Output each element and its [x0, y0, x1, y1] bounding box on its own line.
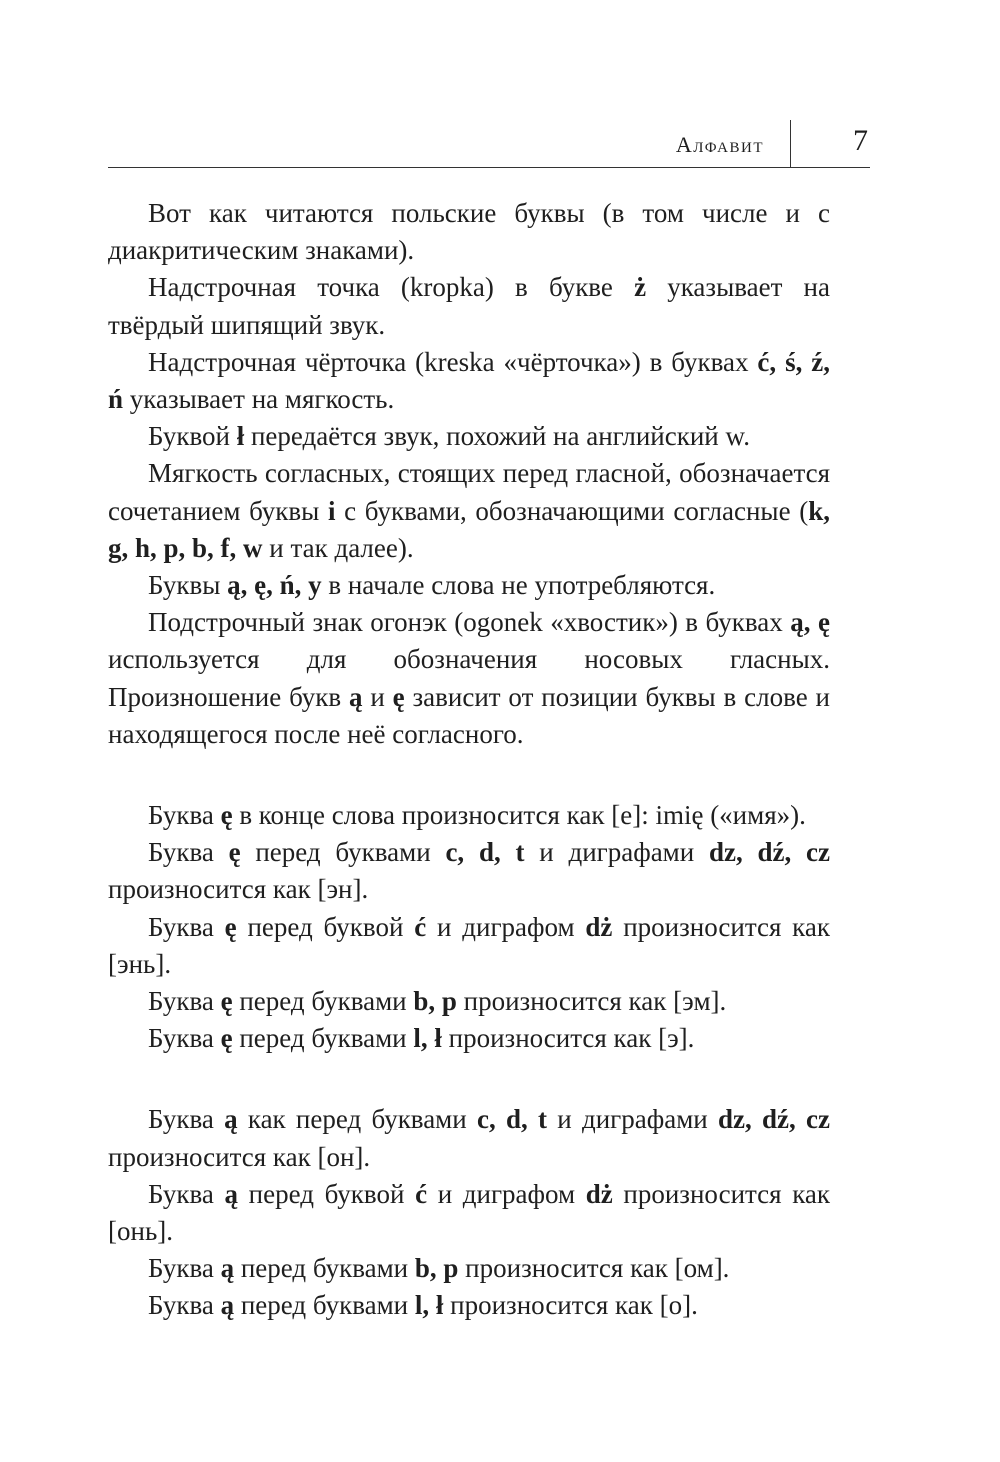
paragraph — [108, 455, 830, 567]
text-run: и — [362, 681, 393, 712]
text-run: используется для обозначения носовых гласных. Произношение букв — [108, 644, 830, 712]
paragraph — [108, 195, 830, 269]
text-run: Буквой — [148, 421, 237, 452]
paragraph — [108, 1020, 830, 1057]
text-run: Буква — [148, 1104, 225, 1135]
text-run: Буква — [148, 986, 221, 1017]
bold-letter-run: ą — [224, 1104, 238, 1135]
bold-letter-run: ą, ę, ń, y — [227, 570, 322, 601]
paragraph — [108, 604, 830, 753]
bold-letter-run: ć — [415, 1178, 428, 1209]
text-run: перед буквой — [237, 1178, 416, 1209]
body-text — [108, 195, 830, 1325]
bold-letter-run: dż — [585, 911, 613, 942]
text-run: произносится как [э]. — [441, 1023, 695, 1054]
bold-letter-run: ą — [220, 1290, 235, 1321]
header-divider — [790, 120, 791, 168]
text-run: Буквы — [148, 570, 228, 601]
section-gap — [108, 753, 830, 797]
paragraph — [108, 1176, 830, 1250]
text-run: Буква — [148, 1023, 221, 1054]
text-run: и диграфом — [427, 1178, 586, 1209]
paragraph — [108, 1250, 830, 1287]
bold-letter-run: k, g, h, p, b, f, w — [108, 495, 830, 563]
bold-letter-run: ą — [349, 681, 363, 712]
bold-letter-run: ą, ę — [790, 607, 830, 638]
text-run: перед буквами — [234, 1290, 415, 1321]
text-run: зависит от позиции буквы в слове и находящегося после неё согласного. — [108, 681, 830, 749]
bold-letter-run: ę — [220, 986, 233, 1017]
bold-letter-run: ą — [220, 1253, 235, 1284]
bold-letter-run: l, ł — [413, 1023, 442, 1054]
bold-letter-run: ę — [220, 800, 233, 831]
text-run: перед буквами — [232, 986, 414, 1017]
bold-letter-run: dz, dź, cz — [708, 837, 830, 868]
text-run: передаётся звук, похожий на английский w. — [244, 421, 750, 452]
text-run: произносится как [эн]. — [108, 874, 369, 905]
text-run: Надстрочная чёрточка (kreska «чёрточка») в буквах — [148, 346, 758, 377]
page-number: 7 — [853, 124, 868, 157]
bold-letter-run: dz, dź, cz — [718, 1104, 830, 1135]
paragraph — [108, 797, 830, 834]
paragraph — [108, 1101, 830, 1175]
bold-letter-run: c, d, t — [445, 837, 525, 868]
paragraph — [108, 269, 830, 343]
text-run: и диграфом — [426, 911, 586, 942]
bold-letter-run: ę — [220, 1023, 233, 1054]
text-run: и так далее). — [262, 532, 414, 563]
text-run: указывает на мягкость. — [123, 384, 395, 415]
paragraph — [108, 567, 830, 604]
paragraph — [108, 418, 830, 455]
bold-letter-run: ę — [224, 911, 237, 942]
text-run: Подстрочный знак огонэк (ogonek «хвостик») в буквах — [148, 607, 791, 638]
text-run: Буква — [148, 911, 225, 942]
bold-letter-run: ę — [392, 681, 405, 712]
text-run: и диграфами — [547, 1104, 718, 1135]
text-run: Мягкость согласных, стоящих перед гласной, обозначается сочетанием буквы — [108, 458, 830, 526]
text-run: указывает на твёрдый шипящий звук. — [108, 272, 830, 340]
bold-letter-run: dż — [585, 1178, 613, 1209]
text-run: произносится как [ом]. — [458, 1253, 730, 1284]
section-title: Алфавит — [675, 132, 764, 157]
text-run: с буквами, обозначающими согласные ( — [335, 495, 809, 526]
bold-letter-run: i — [327, 495, 336, 526]
bold-letter-run: ż — [634, 272, 647, 303]
text-run: перед буквами — [232, 1023, 414, 1054]
running-header — [108, 118, 870, 168]
text-run: в конце слова произносится как [е]: imię («имя»). — [232, 800, 806, 831]
bold-letter-run: b, p — [414, 1253, 459, 1284]
bold-letter-run: ę — [228, 837, 241, 868]
text-run: в начале слова не употребляются. — [321, 570, 716, 601]
bold-letter-run: ą — [224, 1178, 238, 1209]
bold-letter-run: b, p — [413, 986, 457, 1017]
bold-letter-run: ć, ś, ź, ń — [108, 346, 830, 415]
text-run: произносится как [он]. — [108, 1141, 371, 1172]
text-run: как перед буквами — [237, 1104, 477, 1135]
bold-letter-run: c, d, t — [476, 1104, 547, 1135]
text-run: Надстрочная точка (kropka) в букве — [148, 272, 635, 303]
text-run: Буква — [148, 1253, 221, 1284]
text-run: произносится как [онь]. — [108, 1178, 831, 1247]
paragraph — [108, 344, 830, 418]
paragraph — [108, 834, 830, 908]
section-gap — [108, 1057, 830, 1101]
text-run: произносится как [о]. — [443, 1290, 698, 1321]
paragraph — [108, 1287, 830, 1324]
text-run: перед буквой — [236, 911, 415, 942]
text-run: произносится как [энь]. — [108, 911, 830, 979]
paragraph — [108, 909, 830, 983]
header-rule — [108, 167, 870, 168]
paragraph — [108, 983, 830, 1020]
bold-letter-run: ć — [414, 911, 427, 942]
text-run: Буква — [148, 1178, 225, 1209]
bold-letter-run: l, ł — [414, 1290, 444, 1321]
text-run: Буква — [148, 1290, 221, 1321]
text-run: Буква — [148, 837, 229, 868]
text-run: перед буквами — [234, 1253, 415, 1284]
text-run: и диграфами — [524, 837, 709, 868]
bold-letter-run: ł — [236, 421, 245, 452]
text-run: перед буквами — [240, 837, 446, 868]
text-run: произносится как [эм]. — [456, 986, 727, 1017]
text-run: Буква — [148, 800, 221, 831]
text-run: Вот как читаются польские буквы (в том числе и с диакритическим знаками). — [108, 198, 830, 266]
